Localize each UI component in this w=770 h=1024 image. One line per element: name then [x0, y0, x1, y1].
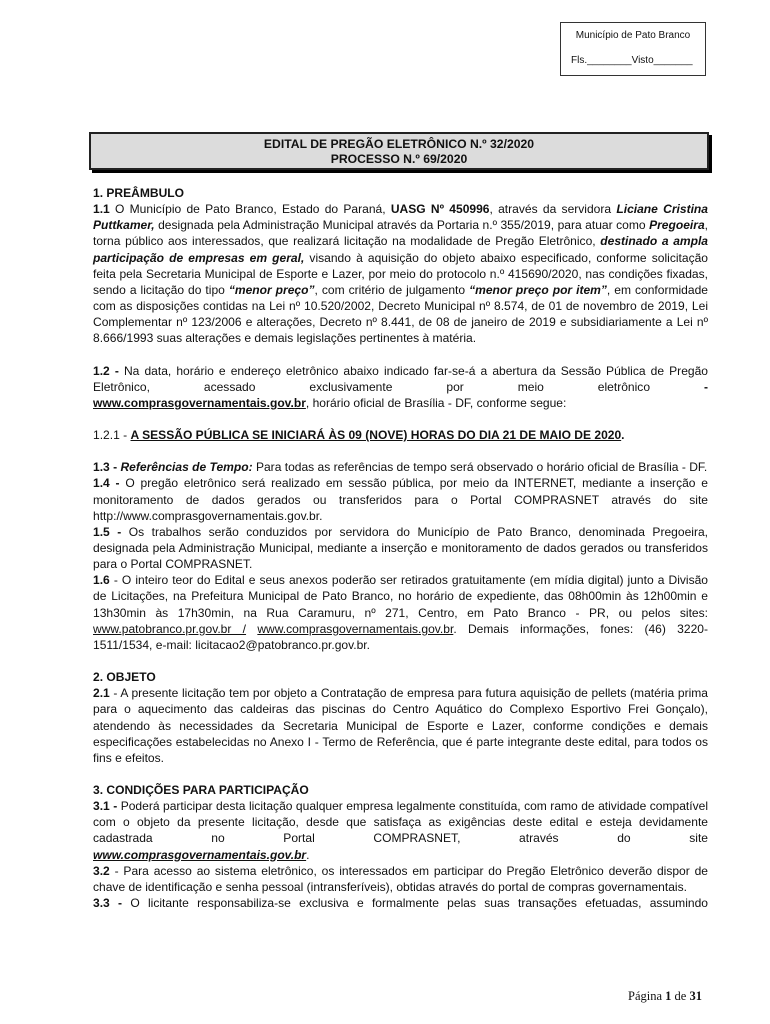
comprasgov-link[interactable]: www.comprasgovernamentais.gov.br	[257, 621, 454, 636]
document-title: EDITAL DE PREGÃO ELETRÔNICO N.º 32/2020	[263, 137, 535, 151]
process-number: PROCESSO N.º 69/2020	[330, 152, 468, 166]
comprasnet-site-link[interactable]: www.comprasgovernamentais.gov.br	[93, 847, 307, 862]
paragraph-2-1: 2.1 - A presente licitação tem por objeto a Contratação de empresa para futura aquisição de pellets (matéria prima para o aquecimento das caldeiras das piscinas do Centro Aquático do Complexo Esportivo Frei Gonçalo), atendendo às necessidades da Secretaria Municipal de Esporte e Lazer, conforme condições e demais especificações estabelecidas no Anexo I - Termo de Referência, que é parte integrante deste edital, para todos os fins e efeitos.	[93, 686, 708, 765]
section-2-title: 2. OBJETO	[93, 670, 156, 685]
section-1-title: 1. PREÂMBULO	[93, 186, 185, 200]
paragraph-1-1: 1.1 O Município de Pato Branco, Estado do Paraná, UASG Nº 450996, através da servidora Liciane Cristina Puttkamer, designada pela Administração Municipal através da Portaria n.º 355/2019, para atuar como Pregoeira, torna público aos interessados, que realizará licitação na modalidade de Pregão Eletrônico, destinado a ampla participação de empresas em geral, visando à aquisição do objeto abaixo especificado, conforme solicitação feita pela Secretaria Municipal de Esporte e Lazer, por meio do protocolo n.º 415690/2020, nas condições fixadas, sendo a licitação do tipo “menor preço”, com critério de julgamento “menor preço por item”, em conformidade com as disposições contidas na Lei nº 10.520/2002, Decreto Municipal nº 8.574, de 01 de novembro de 2019, Lei Complementar nº 123/2006 e alterações, Decreto nº 8.441, de 08 de janeiro de 2019 e subsidiariamente a Lei nº 8.666/1993 suas alterações e demais legislações pertinentes à matéria.	[93, 202, 709, 346]
paragraph-1-2: 1.2 - Na data, horário e endereço eletrônico abaixo indicado far-se-á a abertura da Sessão Pública de Pregão Eletrônico, acessado exclusivamente por meio eletrônico -	[93, 363, 708, 394]
session-start-notice: A SESSÃO PÚBLICA SE INICIARÁ ÀS 09 (NOVE) HORAS DO DIA 21 DE MAIO DE 2020	[130, 428, 622, 443]
page-number: Página 1 de 31	[628, 989, 702, 1003]
paragraph-1-3: 1.3 - Referências de Tempo: Para todas as referências de tempo será observado o horário oficial de Brasília - DF.	[93, 460, 708, 475]
stamp-municipio: Município de Pato Branco	[575, 30, 691, 41]
paragraph-3-1-cont: www.comprasgovernamentais.gov.br.	[93, 847, 310, 862]
patobranco-link[interactable]: www.patobranco.pr.gov.br /	[93, 621, 247, 636]
paragraph-3-2: 3.2 - Para acesso ao sistema eletrônico, os interessados em participar do Pregão Eletrônico deverão dispor de chave de identificação e senha pessoal (intransferíveis), obtidas através do portal de compras governamentais.	[93, 863, 708, 894]
paragraph-3-3: 3.3 - O licitante responsabiliza-se exclusiva e formalmente pelas suas transações efetuadas, assumindo	[93, 896, 708, 911]
section-3-title: 3. CONDIÇÕES PARA PARTICIPAÇÃO	[93, 783, 309, 797]
paragraph-1-5: 1.5 - Os trabalhos serão conduzidos por servidora do Município de Pato Branco, denominada Pregoeira, designada pela Administração Municipal, mediante a inserção e monitoramento de dados gerados ou transferidos para o Portal COMPRASNET.	[93, 524, 708, 572]
paragraph-1-2-cont: www.comprasgovernamentais.gov.br, horário oficial de Brasília - DF, conforme segue:	[93, 395, 567, 410]
paragraph-1-4: 1.4 - O pregão eletrônico será realizado em sessão pública, por meio da INTERNET, mediante a inserção e monitoramento de dados gerados ou transferidos para o Portal COMPRASNET através do site http://www.comprasgovernamentais.gov.br.	[93, 476, 708, 523]
paragraph-1-6: 1.6 - O inteiro teor do Edital e seus anexos poderão ser retirados gratuitamente (em mídia digital) junto a Divisão de Licitações, na Prefeitura Municipal de Pato Branco, no horário de expediente, das 08h00min às 12h00min e 13h30min às 17h30min, na Rua Caramuru, nº 271, Centro, em Pato Branco - PR, ou pelos sites: www.patobranco.pr.gov.br / www.comprasgovernamentais.gov.br. Demais informações, fones: (46) 3220-1511/1534, e-mail: licitacao2@patobranco.pr.gov.br.	[93, 573, 708, 652]
document-body	[93, 185, 708, 911]
stamp-fls-visto: Fls.________Visto_______	[571, 55, 693, 66]
protocol-stamp	[560, 22, 706, 76]
document-title-box	[89, 132, 709, 170]
comprasnet-link[interactable]: www.comprasgovernamentais.gov.br	[93, 395, 306, 410]
paragraph-1-2-1: 1.2.1 - A SESSÃO PÚBLICA SE INICIARÁ ÀS 09 (NOVE) HORAS DO DIA 21 DE MAIO DE 2020.	[93, 428, 625, 443]
paragraph-3-1: 3.1 - Poderá participar desta licitação qualquer empresa legalmente constituída, com ramo de atividade compatível com o objeto da presente licitação, desde que satisfaça as exigências deste edital e esteja devidamente cadastrada no Portal COMPRASNET, através do site	[93, 799, 709, 846]
